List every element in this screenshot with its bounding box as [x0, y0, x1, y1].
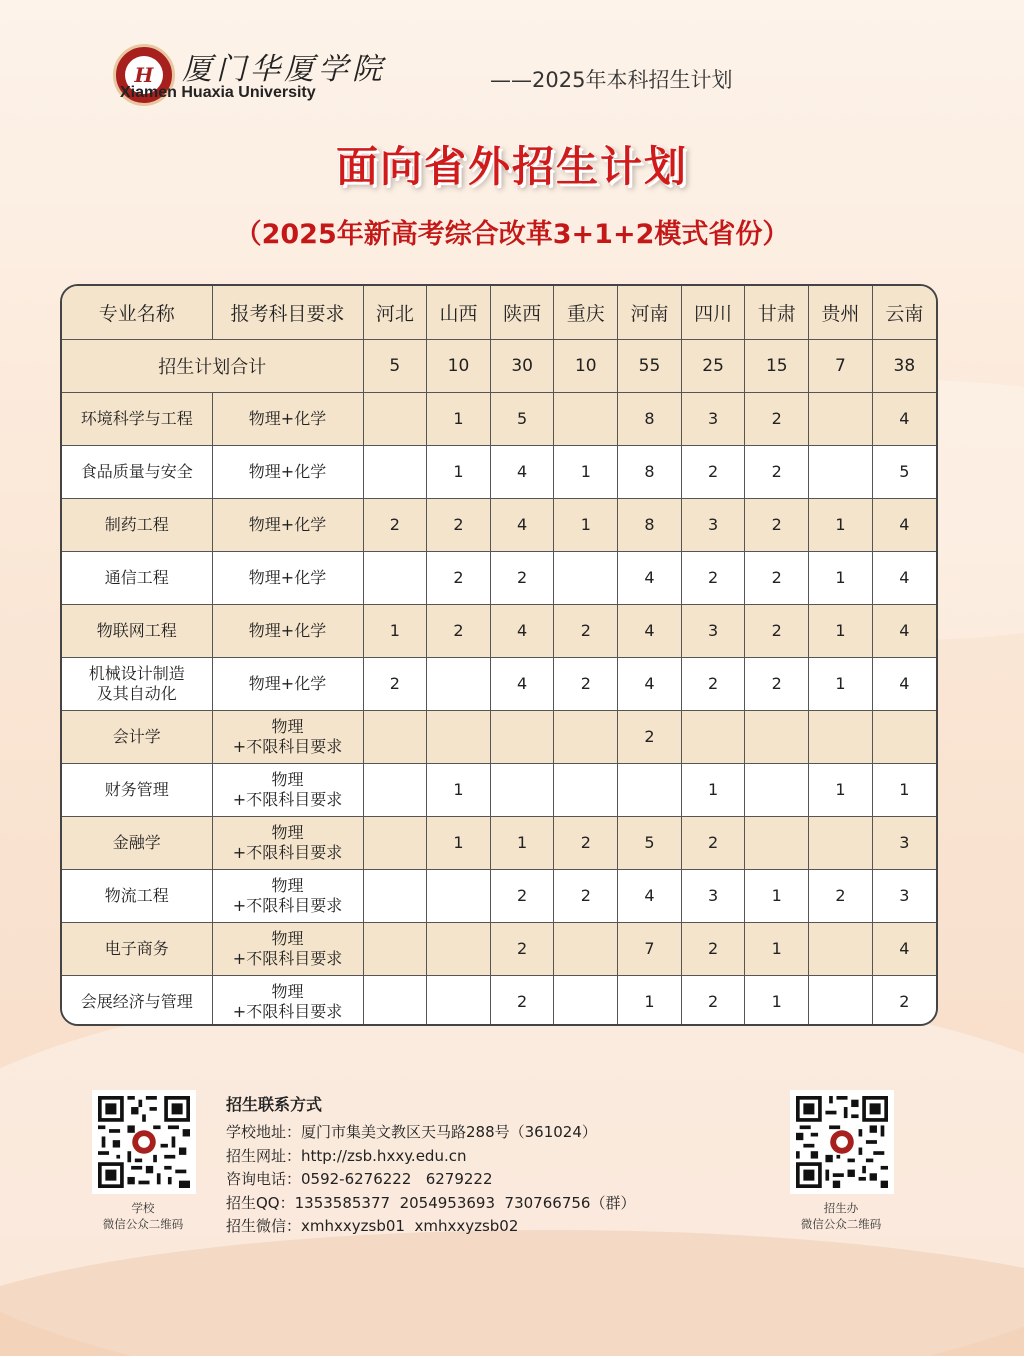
total-row [62, 339, 936, 392]
quota-cell: 1 [745, 922, 809, 975]
major-name-cell [62, 657, 212, 710]
quota-cell: 3 [681, 604, 745, 657]
quota-cell: 3 [872, 816, 936, 869]
quota-cell: 1 [427, 445, 491, 498]
quota-cell [427, 657, 491, 710]
quota-cell: 7 [618, 922, 682, 975]
quota-cell [363, 922, 427, 975]
subject-requirement-cell [212, 604, 363, 657]
subject-requirement-line: +不限科目要求 [232, 736, 343, 756]
major-name-line: 金融学 [112, 832, 161, 852]
quota-cell [618, 763, 682, 816]
quota-cell: 3 [872, 869, 936, 922]
quota-cell: 1 [872, 763, 936, 816]
quota-cell: 2 [490, 551, 554, 604]
total-label: 招生计划合计 [62, 339, 363, 392]
quota-cell [363, 975, 427, 1026]
quota-cell: 4 [490, 657, 554, 710]
subject-requirement-line: +不限科目要求 [232, 948, 343, 968]
col-header-province: 四川 [681, 286, 745, 339]
major-name-cell [62, 816, 212, 869]
quota-cell: 1 [745, 869, 809, 922]
qr-caption-line: 微信公众二维码 [800, 1217, 882, 1231]
logo-emblem-icon: H [125, 56, 163, 94]
school-name-cn: 厦门华厦学院 [182, 52, 386, 87]
quota-cell: 2 [427, 498, 491, 551]
quota-cell [363, 392, 427, 445]
qr-caption-line: 招生办 [823, 1201, 859, 1215]
quota-cell: 1 [681, 763, 745, 816]
table-row [62, 604, 936, 657]
table-row [62, 445, 936, 498]
total-cell: 38 [872, 339, 936, 392]
qr-caption-right [776, 1200, 906, 1232]
quota-cell [872, 710, 936, 763]
quota-cell: 2 [554, 657, 618, 710]
quota-cell [809, 445, 873, 498]
quota-cell: 2 [554, 869, 618, 922]
quota-cell: 4 [872, 922, 936, 975]
subject-requirement-cell [212, 498, 363, 551]
quota-cell: 2 [618, 710, 682, 763]
quota-cell [809, 710, 873, 763]
qr-code-icon [98, 1096, 190, 1188]
major-name-line: 物流工程 [104, 885, 169, 905]
total-cell: 30 [490, 339, 554, 392]
quota-cell: 4 [872, 392, 936, 445]
quota-cell: 2 [809, 869, 873, 922]
quota-cell [809, 392, 873, 445]
total-cell: 55 [618, 339, 682, 392]
page-subtitle: （2025年新高考综合改革3+1+2模式省份） [234, 219, 790, 250]
quota-cell: 2 [745, 657, 809, 710]
quota-cell [554, 975, 618, 1026]
subject-requirement-line: 物理+化学 [248, 673, 327, 693]
quota-cell: 4 [618, 604, 682, 657]
quota-cell: 1 [809, 498, 873, 551]
quota-cell: 2 [490, 975, 554, 1026]
quota-cell [554, 922, 618, 975]
plan-title: ——2025年本科招生计划 [490, 68, 733, 92]
quota-cell: 4 [872, 657, 936, 710]
quota-cell [363, 551, 427, 604]
quota-cell: 2 [745, 392, 809, 445]
contact-address: 学校地址：厦门市集美文教区天马路288号（361024） [226, 1123, 597, 1141]
quota-cell: 4 [872, 498, 936, 551]
col-header-province: 河北 [363, 286, 427, 339]
subject-requirement-line: +不限科目要求 [232, 842, 343, 862]
major-name-cell [62, 551, 212, 604]
quota-cell: 8 [618, 498, 682, 551]
quota-cell [363, 869, 427, 922]
quota-cell: 4 [490, 604, 554, 657]
qr-code-icon [796, 1096, 888, 1188]
quota-cell: 8 [618, 392, 682, 445]
quota-cell: 2 [681, 975, 745, 1026]
quota-cell: 2 [363, 657, 427, 710]
quota-cell: 2 [745, 604, 809, 657]
table-row [62, 816, 936, 869]
quota-cell [427, 710, 491, 763]
subject-requirement-line: 物理+化学 [248, 620, 327, 640]
subject-requirement-line: 物理+化学 [248, 514, 327, 534]
quota-cell: 1 [809, 604, 873, 657]
quota-cell: 2 [427, 604, 491, 657]
quota-cell: 1 [490, 816, 554, 869]
subject-requirement-cell [212, 763, 363, 816]
major-name-line: 机械设计制造 [88, 663, 185, 683]
quota-cell: 2 [681, 657, 745, 710]
quota-cell: 2 [681, 816, 745, 869]
quota-cell [490, 763, 554, 816]
qr-caption-line: 学校 [131, 1201, 155, 1215]
contact-heading: 招生联系方式 [226, 1095, 323, 1114]
quota-cell [363, 763, 427, 816]
quota-cell: 2 [490, 922, 554, 975]
total-cell: 15 [745, 339, 809, 392]
quota-cell: 4 [872, 604, 936, 657]
major-name-line: 财务管理 [104, 779, 169, 799]
subject-requirement-cell [212, 975, 363, 1026]
col-header-province: 山西 [427, 286, 491, 339]
subject-requirement-cell [212, 551, 363, 604]
major-name-cell [62, 498, 212, 551]
quota-cell [809, 816, 873, 869]
quota-cell [809, 975, 873, 1026]
subject-requirement-cell [212, 816, 363, 869]
major-name-line: 环境科学与工程 [80, 408, 193, 428]
quota-cell: 1 [745, 975, 809, 1026]
total-cell: 10 [427, 339, 491, 392]
quota-cell: 3 [681, 498, 745, 551]
table-row [62, 498, 936, 551]
quota-cell: 2 [872, 975, 936, 1026]
quota-cell [490, 710, 554, 763]
subject-requirement-line: 物理 [271, 769, 304, 789]
quota-cell [363, 710, 427, 763]
quota-cell: 4 [618, 551, 682, 604]
quota-cell: 3 [681, 869, 745, 922]
major-name-line: 物联网工程 [96, 620, 177, 640]
total-cell: 5 [363, 339, 427, 392]
subject-requirement-line: 物理 [271, 716, 304, 736]
major-name-line: 会计学 [112, 726, 161, 746]
col-header-province: 陕西 [490, 286, 554, 339]
quota-cell: 2 [554, 816, 618, 869]
subject-requirement-cell [212, 869, 363, 922]
quota-cell [554, 551, 618, 604]
subject-requirement-line: 物理+化学 [248, 408, 327, 428]
col-header-province: 河南 [618, 286, 682, 339]
subject-requirement-cell [212, 710, 363, 763]
quota-cell: 4 [872, 551, 936, 604]
major-name-line: 通信工程 [104, 567, 169, 587]
school-wechat-qr-code [92, 1090, 196, 1194]
major-name-cell [62, 604, 212, 657]
major-name-line: 制药工程 [104, 514, 169, 534]
contact-wechat: 招生微信：xmhxxyzsb01 xmhxxyzsb02 [226, 1217, 519, 1235]
major-name-line: 及其自动化 [96, 683, 177, 703]
quota-cell [745, 763, 809, 816]
quota-cell: 4 [490, 498, 554, 551]
enrollment-table [60, 284, 938, 1026]
table-row [62, 922, 936, 975]
quota-cell: 2 [681, 445, 745, 498]
subject-requirement-line: 物理+化学 [248, 567, 327, 587]
subject-requirement-line: +不限科目要求 [232, 895, 343, 915]
col-header-province: 贵州 [809, 286, 873, 339]
quota-cell [681, 710, 745, 763]
subject-requirement-line: +不限科目要求 [232, 1001, 343, 1021]
contact-info [226, 1092, 635, 1239]
subject-requirement-line: 物理 [271, 875, 304, 895]
subject-requirement-line: +不限科目要求 [232, 789, 343, 809]
major-name-line: 会展经济与管理 [80, 991, 193, 1011]
table-header-row [62, 286, 936, 339]
quota-cell [427, 975, 491, 1026]
quota-cell [554, 392, 618, 445]
quota-cell: 2 [681, 922, 745, 975]
col-header-province: 甘肃 [745, 286, 809, 339]
quota-cell: 1 [427, 763, 491, 816]
table-row [62, 975, 936, 1026]
total-cell: 10 [554, 339, 618, 392]
table-row [62, 551, 936, 604]
major-name-cell [62, 869, 212, 922]
quota-cell: 2 [745, 498, 809, 551]
contact-phone: 咨询电话：0592-6276222 6279222 [226, 1170, 493, 1188]
quota-cell: 5 [618, 816, 682, 869]
col-header-province: 云南 [872, 286, 936, 339]
quota-cell: 1 [554, 445, 618, 498]
quota-cell: 8 [618, 445, 682, 498]
table-row [62, 392, 936, 445]
quota-cell [554, 710, 618, 763]
major-name-cell [62, 922, 212, 975]
subject-requirement-line: 物理+化学 [248, 461, 327, 481]
quota-cell: 2 [681, 551, 745, 604]
page-title: 面向省外招生计划 [335, 142, 688, 191]
major-name-cell [62, 975, 212, 1026]
contact-website[interactable]: 招生网址：http://zsb.hxxy.edu.cn [226, 1146, 467, 1165]
quota-cell: 5 [490, 392, 554, 445]
quota-cell: 1 [809, 763, 873, 816]
quota-cell [363, 816, 427, 869]
col-header-province: 重庆 [554, 286, 618, 339]
quota-cell: 1 [554, 498, 618, 551]
subject-requirement-line: 物理 [271, 928, 304, 948]
school-name-en: Xiamen Huaxia University [120, 84, 316, 101]
table-row [62, 869, 936, 922]
quota-cell: 5 [872, 445, 936, 498]
col-header-requirement: 报考科目要求 [212, 286, 363, 339]
qr-caption-line: 微信公众二维码 [102, 1217, 184, 1231]
major-name-cell [62, 445, 212, 498]
quota-cell: 4 [618, 869, 682, 922]
table-row [62, 710, 936, 763]
subject-requirement-line: 物理 [271, 981, 304, 1001]
major-name-cell [62, 763, 212, 816]
subject-requirement-cell [212, 445, 363, 498]
table-row [62, 657, 936, 710]
quota-cell [554, 763, 618, 816]
admissions-wechat-qr-code [790, 1090, 894, 1194]
quota-cell: 2 [745, 551, 809, 604]
quota-cell: 2 [490, 869, 554, 922]
quota-cell: 2 [554, 604, 618, 657]
quota-cell: 2 [427, 551, 491, 604]
quota-cell [427, 922, 491, 975]
quota-cell [809, 922, 873, 975]
col-header-major: 专业名称 [62, 286, 212, 339]
major-name-cell [62, 392, 212, 445]
qr-caption-left [78, 1200, 208, 1232]
quota-cell: 1 [809, 551, 873, 604]
subject-requirement-cell [212, 392, 363, 445]
quota-cell: 4 [490, 445, 554, 498]
quota-cell [427, 869, 491, 922]
quota-cell: 1 [427, 816, 491, 869]
quota-cell: 1 [363, 604, 427, 657]
contact-qq: 招生QQ：1353585377 2054953693 730766756（群） [226, 1193, 636, 1212]
quota-cell: 2 [363, 498, 427, 551]
quota-cell: 1 [809, 657, 873, 710]
quota-cell: 1 [427, 392, 491, 445]
quota-cell: 1 [618, 975, 682, 1026]
quota-cell: 3 [681, 392, 745, 445]
quota-cell [745, 816, 809, 869]
major-name-line: 电子商务 [104, 938, 169, 958]
subject-requirement-line: 物理 [271, 822, 304, 842]
quota-cell [363, 445, 427, 498]
total-cell: 7 [809, 339, 873, 392]
table-row [62, 763, 936, 816]
quota-cell [745, 710, 809, 763]
subject-requirement-cell [212, 657, 363, 710]
subject-requirement-cell [212, 922, 363, 975]
major-name-line: 食品质量与安全 [80, 461, 193, 481]
quota-cell: 2 [745, 445, 809, 498]
quota-cell: 4 [618, 657, 682, 710]
total-cell: 25 [681, 339, 745, 392]
major-name-cell [62, 710, 212, 763]
